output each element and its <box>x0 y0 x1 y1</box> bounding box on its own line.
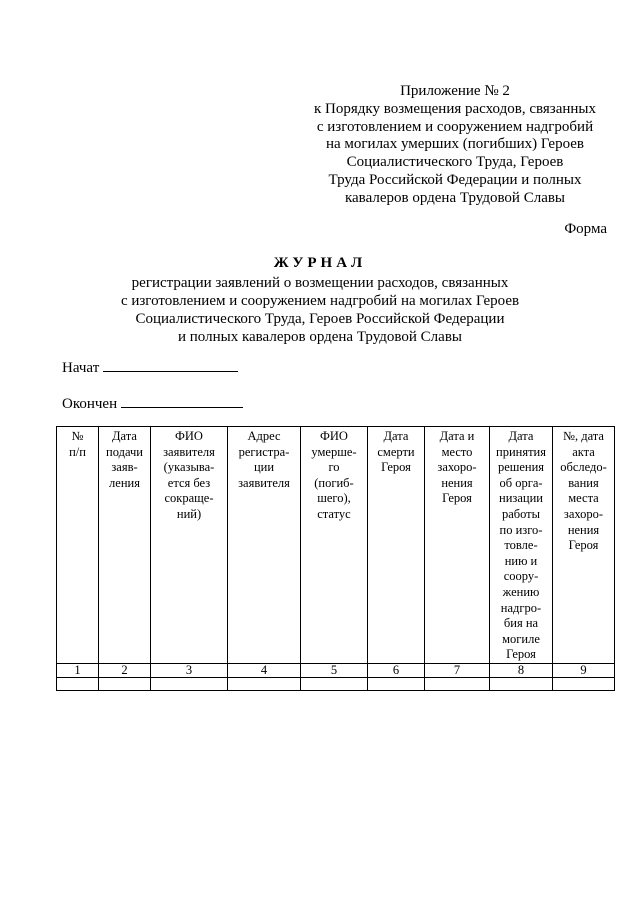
finished-blank-line[interactable] <box>121 395 243 408</box>
header-cell-line: решения <box>497 460 545 475</box>
column-numbers-row <box>57 663 615 677</box>
header-cell-line: го <box>328 460 340 475</box>
registration-table <box>56 426 615 691</box>
table-cell[interactable] <box>553 677 615 690</box>
table-cell[interactable] <box>425 677 490 690</box>
header-cell-line: Дата <box>112 429 137 443</box>
header-cell-line: принятия <box>496 444 546 459</box>
header-cell-line: соору- <box>503 569 539 584</box>
header-cell-line: № <box>71 429 84 443</box>
header-cell-line: Дата <box>383 429 409 443</box>
journal-subtitle-line: с изготовлением и сооружением надгробий на могилах Героев <box>120 293 520 309</box>
header-cell-burial-place <box>425 427 490 664</box>
header-cell-line: акта <box>572 444 595 459</box>
column-number: 6 <box>368 663 425 677</box>
column-number: 8 <box>490 663 553 677</box>
header-cell-line: товле- <box>504 538 538 553</box>
header-cell-line: заяв- <box>111 460 138 475</box>
header-cell-line: надгро- <box>500 600 542 615</box>
table-cell[interactable] <box>99 677 151 690</box>
header-cell-line: регистра- <box>238 444 290 459</box>
column-number: 7 <box>425 663 490 677</box>
appendix-line: на могилах умерших (погибших) Героев <box>325 136 585 153</box>
header-cell-line: заявителя <box>238 475 290 490</box>
table-row <box>57 677 615 690</box>
header-cell-line: заявителя <box>163 444 215 459</box>
header-cell-line: Героя <box>506 647 536 662</box>
form-label: Форма <box>564 221 607 237</box>
header-cell-line: ется без <box>167 475 211 490</box>
column-number: 3 <box>151 663 228 677</box>
header-cell-line: Дата <box>508 429 534 443</box>
started-field <box>62 359 238 377</box>
header-cell-line: захоро- <box>563 506 604 521</box>
header-cell-applicant-name <box>151 427 228 664</box>
appendix-header <box>290 83 620 208</box>
header-cell-line: подачи <box>106 444 143 459</box>
table-cell[interactable] <box>228 677 301 690</box>
table-cell[interactable] <box>57 677 99 690</box>
appendix-line: к Порядку возмещения расходов, связанных <box>314 100 596 117</box>
started-label: Начат <box>62 360 100 376</box>
header-cell-line: захоро- <box>437 460 477 475</box>
table-cell[interactable] <box>301 677 368 690</box>
journal-title: ЖУРНАЛ <box>273 255 367 271</box>
header-cell-line: место <box>441 444 473 459</box>
journal-subtitle-line: Социалистического Труда, Героев Российской Федерации <box>135 311 505 327</box>
header-cell-line: ФИО <box>175 429 203 443</box>
header-cell-line: жению <box>502 584 540 599</box>
header-cell-number <box>57 427 99 664</box>
column-number: 1 <box>57 663 99 677</box>
header-cell-line: места <box>568 491 599 506</box>
table-cell[interactable] <box>368 677 425 690</box>
header-cell-line: Адрес <box>247 429 281 443</box>
header-cell-line: умерше- <box>311 444 357 459</box>
journal-subtitle-line: и полных кавалеров ордена Трудовой Славы <box>178 329 462 345</box>
header-cell-line: вания <box>568 475 599 490</box>
header-cell-line: нения <box>567 522 600 537</box>
column-number: 9 <box>553 663 615 677</box>
header-cell-line: Героя <box>381 460 411 475</box>
journal-subtitle-line: регистрации заявлений о возмещении расходов, связанных <box>131 275 509 291</box>
header-cell-line: шего), <box>317 491 351 506</box>
header-cell-line: по изго- <box>499 522 543 537</box>
header-cell-line: нения <box>441 475 473 490</box>
appendix-line: с изготовлением и сооружением надгробий <box>316 118 594 135</box>
header-cell-line: смерти <box>377 444 415 459</box>
header-cell-line: низации <box>499 491 543 506</box>
header-cell-line: статус <box>317 506 351 521</box>
header-cell-deceased-name <box>301 427 368 664</box>
appendix-line: кавалеров ордена Трудовой Славы <box>344 189 566 206</box>
header-cell-line: сокраще- <box>164 491 214 506</box>
appendix-line: Приложение № 2 <box>400 83 510 99</box>
header-cell-line: нию и <box>504 553 538 568</box>
header-cell-line: (указыва- <box>163 460 215 475</box>
header-cell-line: №, дата <box>563 429 604 443</box>
header-cell-applicant-address <box>228 427 301 664</box>
header-cell-line: Героя <box>568 538 599 553</box>
table-cell[interactable] <box>151 677 228 690</box>
header-cell-line: могиле <box>502 631 540 646</box>
header-cell-line: Героя <box>442 491 472 506</box>
header-cell-death-date <box>368 427 425 664</box>
header-cell-line: ний) <box>176 506 202 521</box>
column-number: 4 <box>228 663 301 677</box>
column-number: 5 <box>301 663 368 677</box>
header-cell-decision-date <box>490 427 553 664</box>
finished-field <box>62 395 243 413</box>
column-number: 2 <box>99 663 151 677</box>
header-cell-line: об орга- <box>499 475 543 490</box>
header-cell-line: ции <box>253 460 275 475</box>
header-cell-submit-date <box>99 427 151 664</box>
finished-label: Окончен <box>62 396 118 412</box>
appendix-line: Труда Российской Федерации и полных <box>328 171 582 188</box>
table-header-row <box>57 427 615 664</box>
journal-subtitle <box>0 274 640 346</box>
header-cell-inspection-act <box>553 427 615 664</box>
header-cell-line: работы <box>501 506 541 521</box>
header-cell-line: (погиб- <box>314 475 354 490</box>
table-cell[interactable] <box>490 677 553 690</box>
header-cell-line: ления <box>109 475 140 490</box>
header-cell-line: п/п <box>69 444 86 459</box>
header-cell-line: обследо- <box>560 460 607 475</box>
appendix-line: Социалистического Труда, Героев <box>346 154 564 171</box>
header-cell-line: бия на <box>503 616 539 631</box>
started-blank-line[interactable] <box>103 359 238 372</box>
header-cell-line: Дата и <box>439 429 475 443</box>
header-cell-line: ФИО <box>320 429 348 443</box>
